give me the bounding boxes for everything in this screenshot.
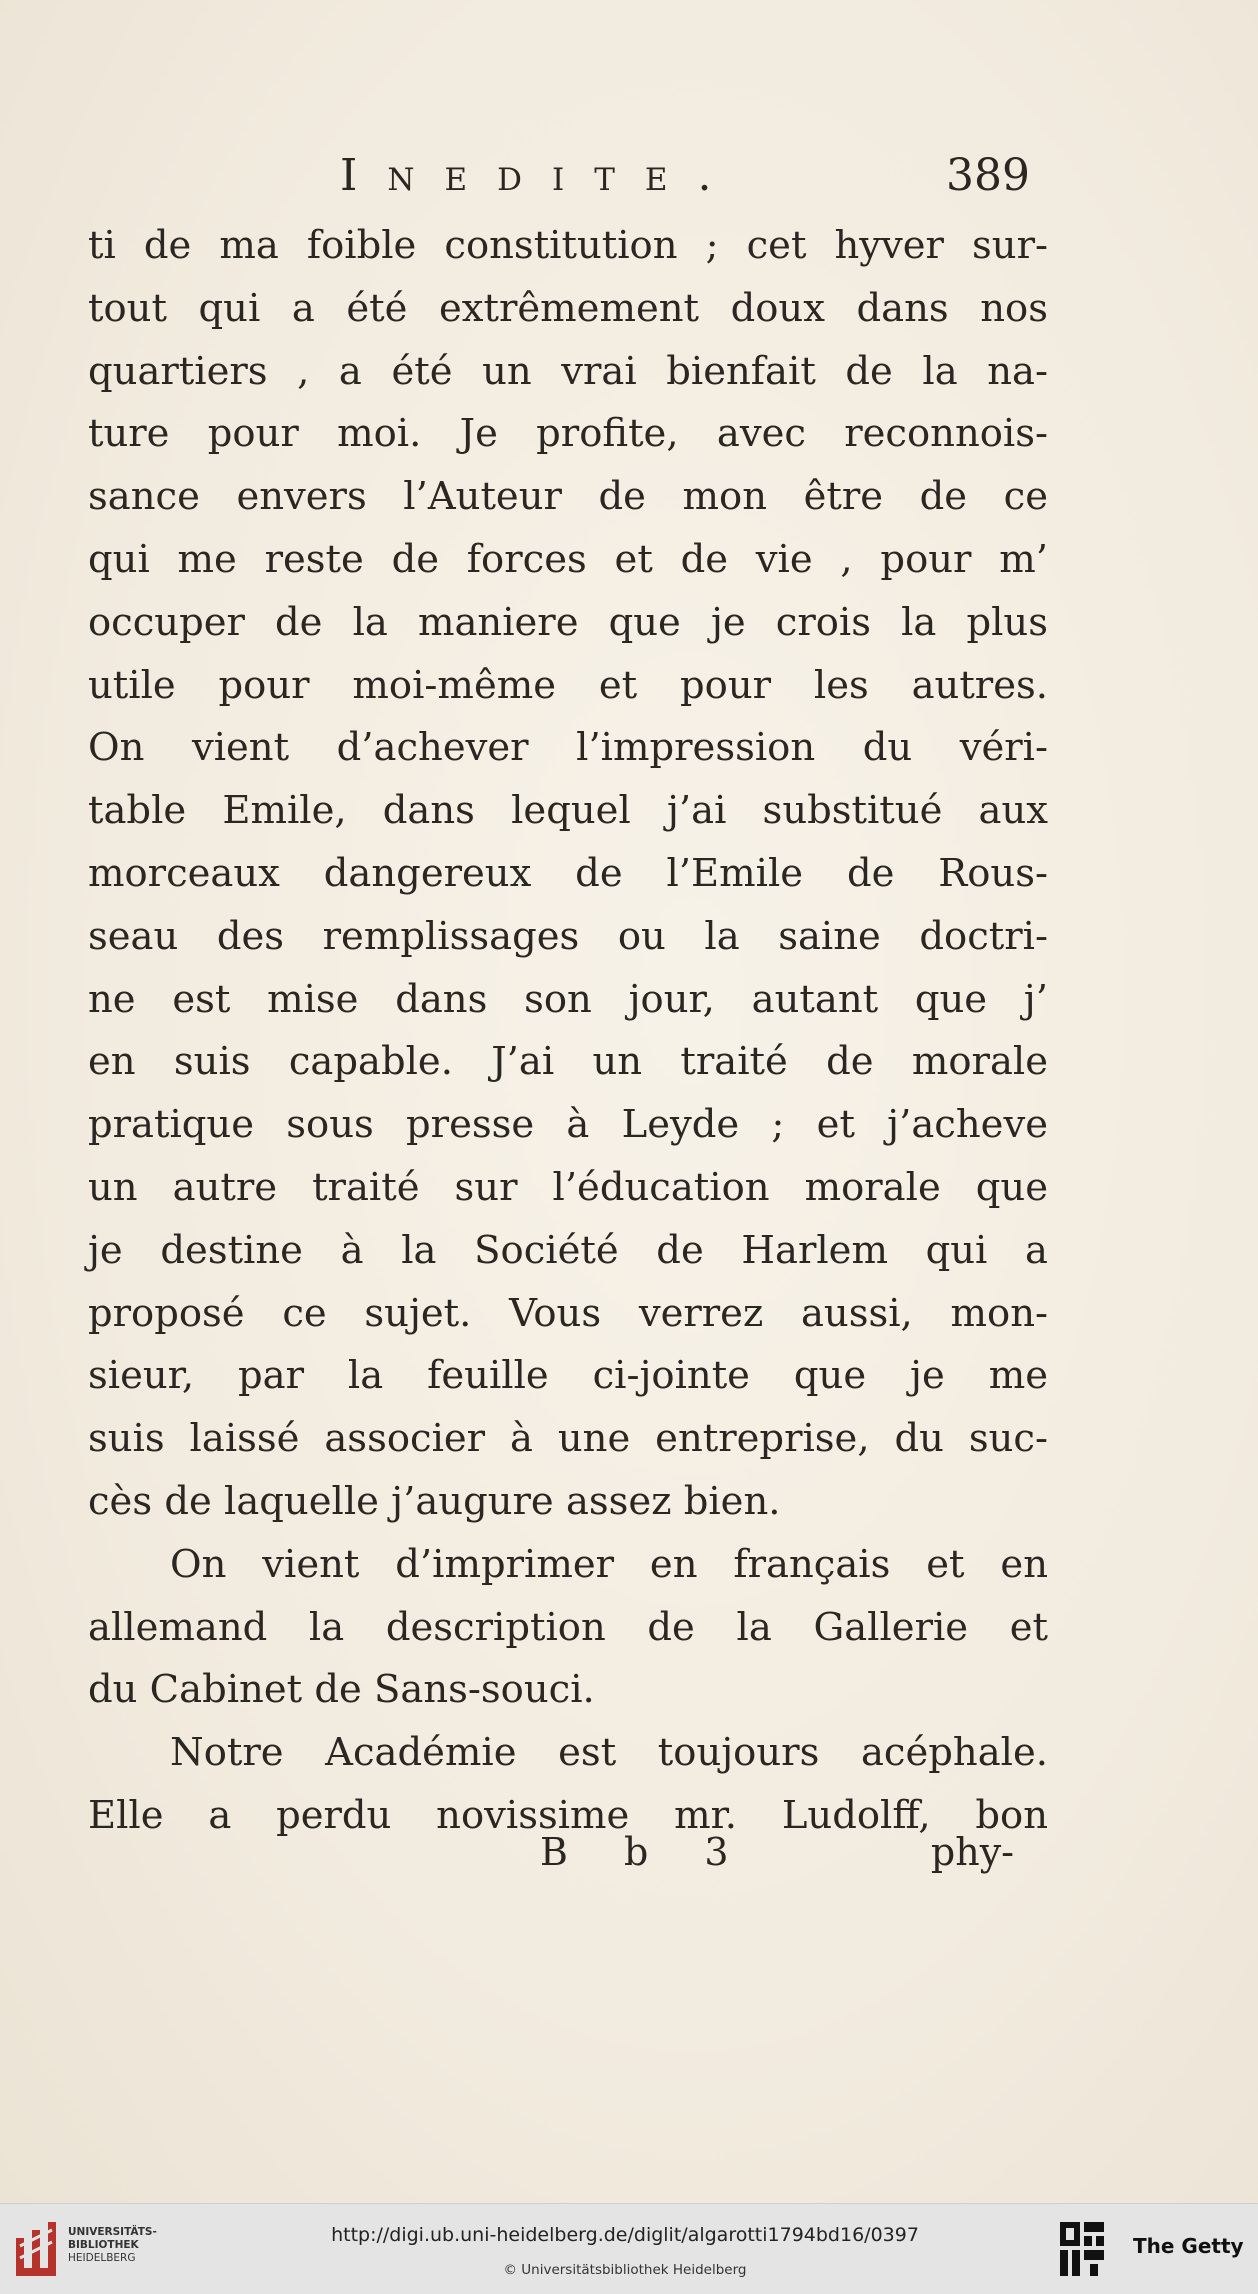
text-line: qui me reste de forces et de vie , pour m’	[88, 536, 1048, 582]
text-line: occuper de la maniere que je crois la plus	[88, 599, 1048, 645]
text-line: On vient d’imprimer en français et en	[170, 1541, 1048, 1587]
catchword: phy-	[930, 1830, 1014, 1874]
page-number: 389	[946, 150, 1030, 201]
text-line: ti de ma foible constitution ; cet hyver sur-	[88, 223, 1048, 268]
text-line: morceaux dangereux de l’Emile de Rous-	[88, 850, 1048, 896]
text-line: suis laissé associer à une entreprise, du suc-	[88, 1416, 1048, 1462]
text-line: cès de laquelle j’augure assez bien.	[88, 1478, 781, 1524]
library-name-line: BIBLIOTHEK	[68, 2239, 139, 2251]
getty-logo-icon	[1058, 2220, 1106, 2278]
text-line: ne est mise dans son jour, autant que j’	[88, 976, 1048, 1022]
ub-heidelberg-logo-icon	[12, 2218, 60, 2280]
library-name-line: UNIVERSITÄTS-	[68, 2226, 157, 2238]
text-line: allemand la description de la Gallerie et	[88, 1604, 1048, 1650]
body-text	[88, 215, 1048, 1848]
text-line: sance envers l’Auteur de mon être de ce	[88, 474, 1048, 520]
page-header	[340, 150, 1040, 210]
text-line: un autre traité sur l’éducation morale que	[88, 1164, 1048, 1210]
text-line: quartiers , a été un vrai bienfait de la na-	[88, 348, 1048, 394]
text-line: en suis capable. J’ai un traité de morale	[88, 1039, 1048, 1085]
text-line: utile pour moi-même et pour les autres.	[88, 662, 1048, 708]
copyright-notice: © Universitätsbibliothek Heidelberg	[503, 2262, 747, 2278]
partner-name: The Getty	[1133, 2234, 1244, 2258]
text-line: sieur, par la feuille ci-jointe que je me	[88, 1353, 1048, 1399]
text-line: seau des remplissages ou la saine doctri-	[88, 913, 1048, 959]
text-line: Notre Académie est toujours acéphale.	[170, 1730, 1048, 1776]
permalink-url[interactable]: http://digi.ub.uni-heidelberg.de/diglit/algarotti1794bd16/0397	[331, 2224, 919, 2246]
library-name	[68, 2226, 157, 2265]
text-line: On vient d’achever l’impression du véri-	[88, 725, 1048, 771]
text-line: table Emile, dans lequel j’ai substitué aux	[88, 788, 1048, 834]
text-line: pratique sous presse à Leyde ; et j’acheve	[88, 1102, 1048, 1148]
library-city: HEIDELBERG	[68, 2252, 136, 2264]
text-line: je destine à la Société de Harlem qui a	[88, 1227, 1048, 1273]
text-line: ture pour moi. Je profite, avec reconnois-	[88, 411, 1048, 457]
text-line: du Cabinet de Sans-souci.	[88, 1667, 595, 1713]
digitization-footer	[0, 2203, 1258, 2294]
text-line: proposé ce sujet. Vous verrez aussi, mon-	[88, 1290, 1048, 1336]
text-line: Elle a perdu novissime mr. Ludolff, bon	[88, 1792, 1048, 1838]
signature-mark: B b 3	[540, 1830, 751, 1874]
page-footer-marks	[540, 1830, 1020, 1892]
running-head: Inedite.	[340, 150, 742, 201]
text-line: tout qui a été extrêmement doux dans nos	[88, 285, 1048, 331]
